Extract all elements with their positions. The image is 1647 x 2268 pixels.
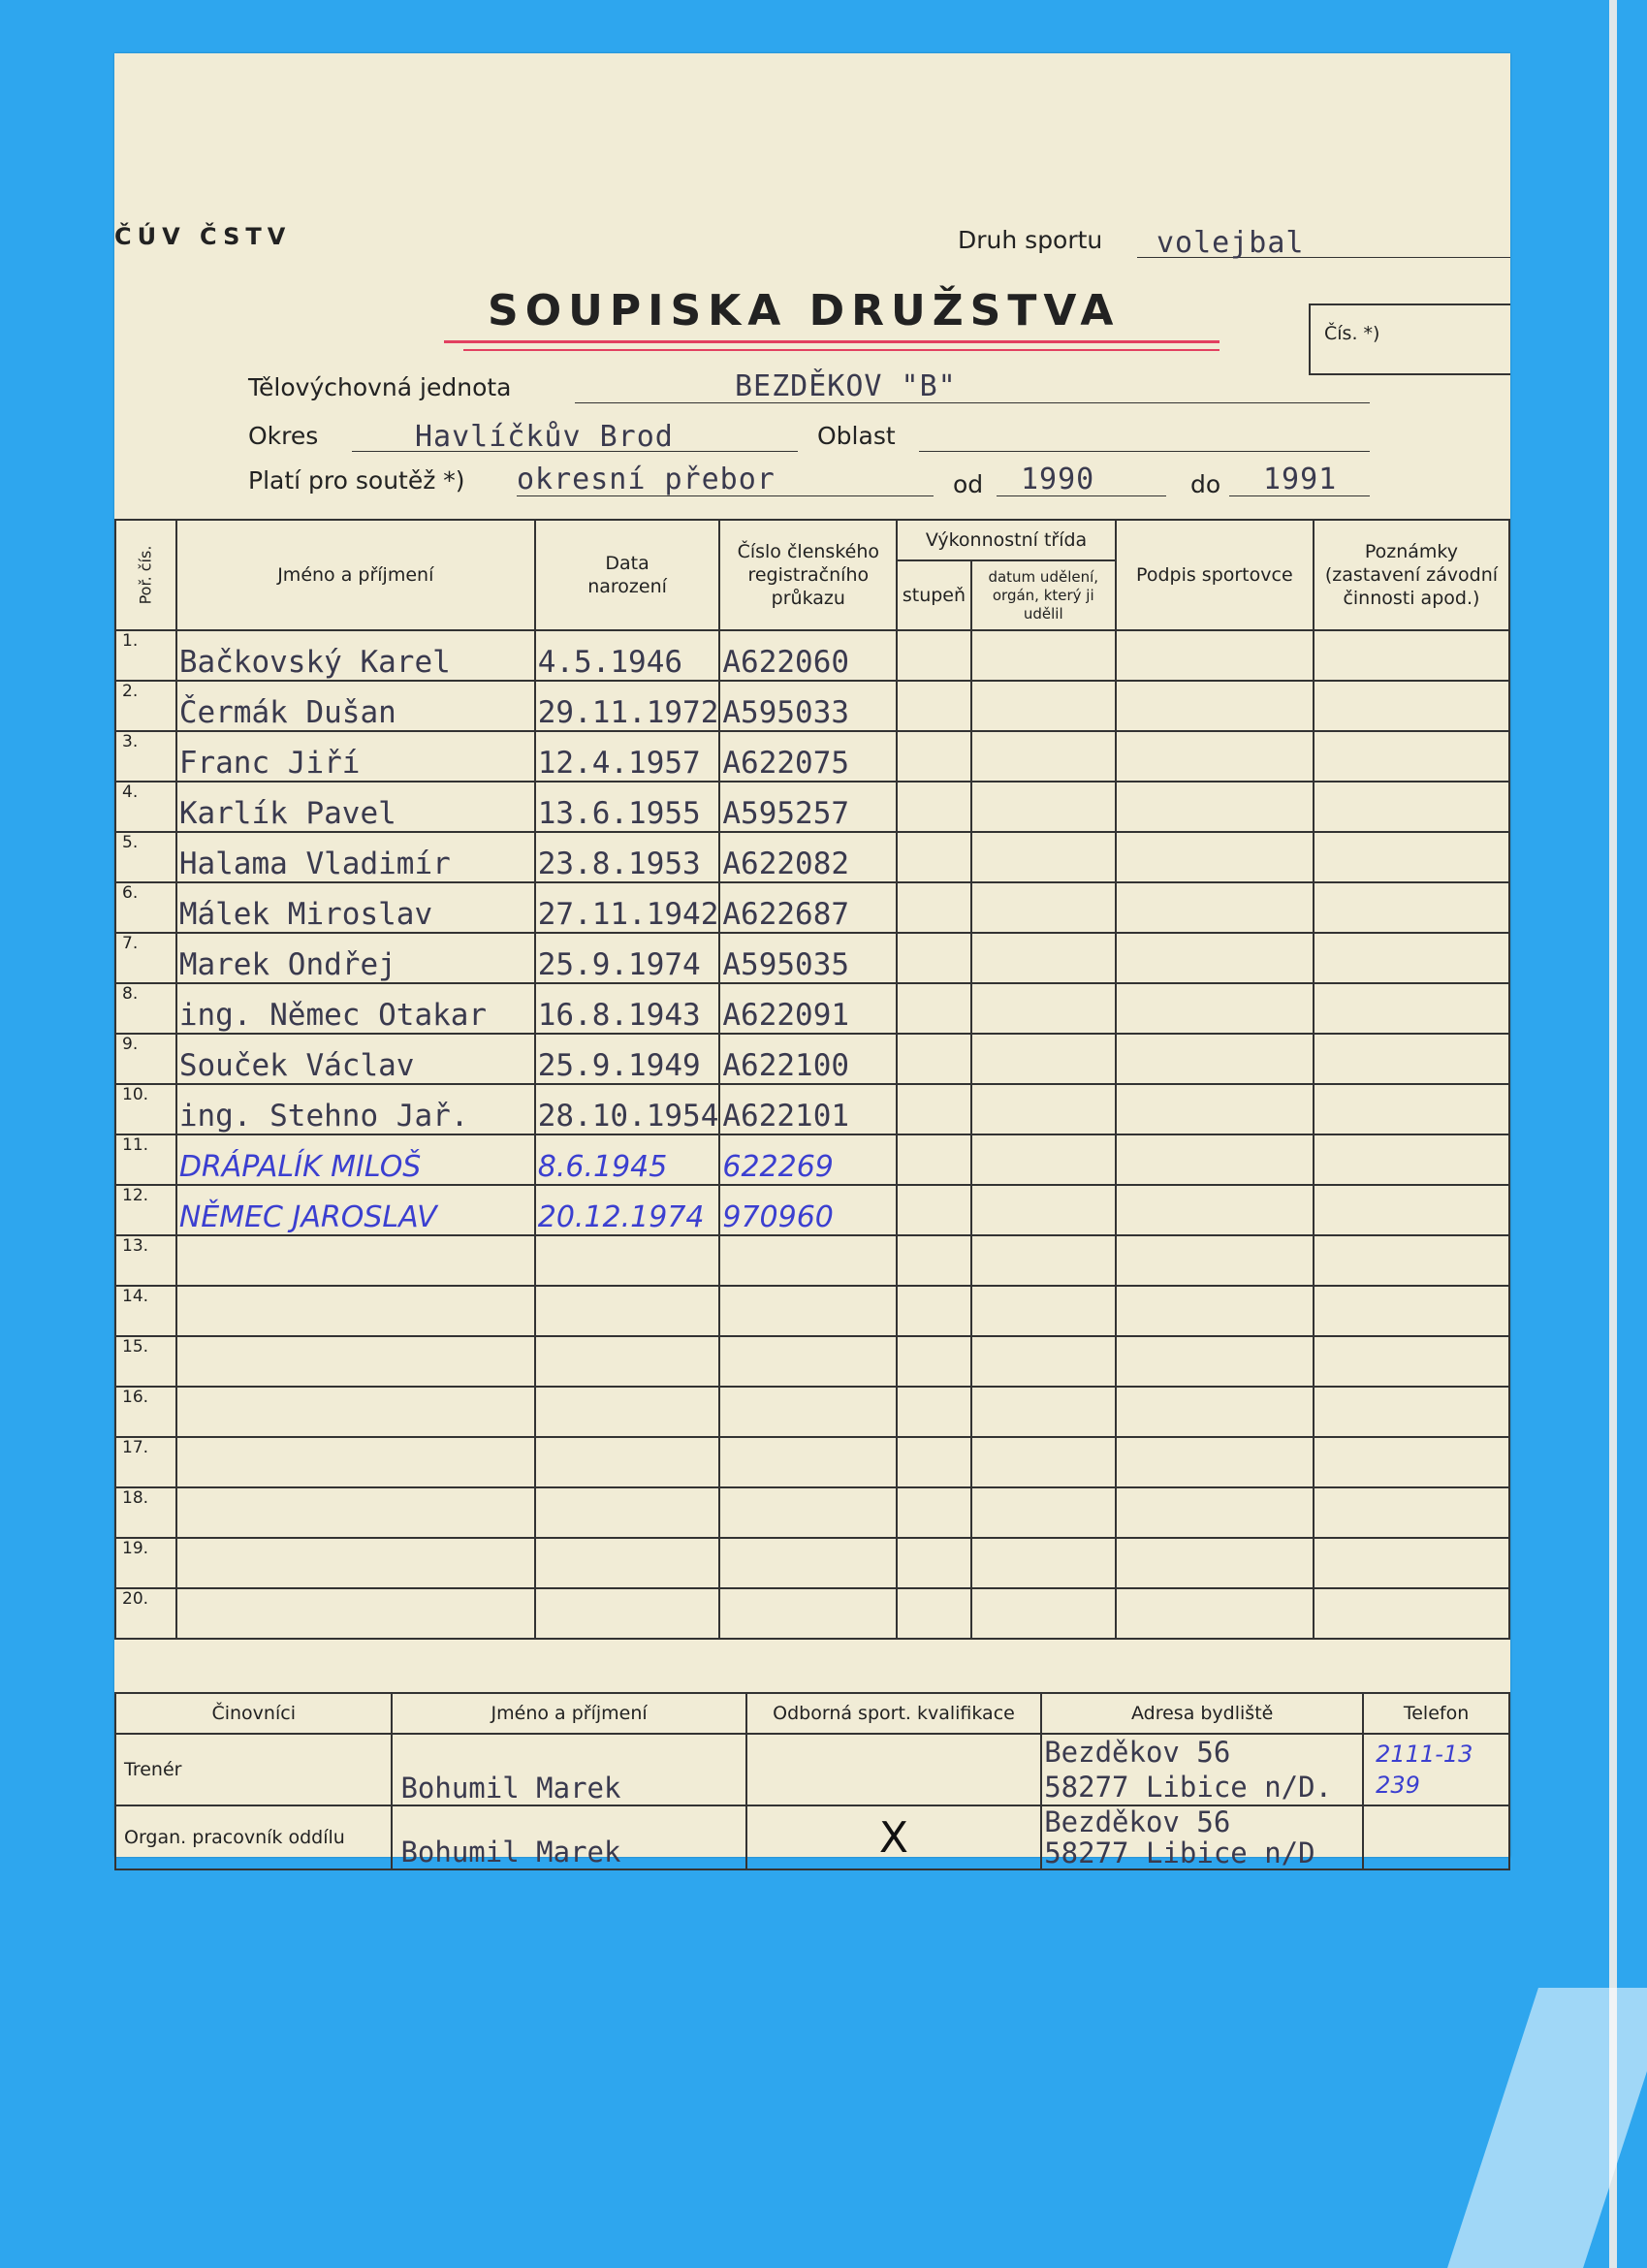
trener-phone: 2111-13 239: [1363, 1734, 1509, 1805]
signature-cell: [1116, 1286, 1314, 1336]
table-row: [115, 681, 1509, 731]
organ-phone: [1363, 1805, 1509, 1869]
table-row: [115, 882, 1509, 933]
player-name: [176, 1487, 535, 1538]
row-number: 9.: [115, 1034, 176, 1084]
registration-number: A622082: [719, 832, 897, 882]
signature-cell: [1116, 882, 1314, 933]
jednota-value: BEZDĚKOV "B": [735, 369, 957, 403]
signature-cell: [1116, 1588, 1314, 1639]
player-name: Čermák Dušan: [176, 681, 535, 731]
signature-cell: [1116, 1134, 1314, 1185]
registration-number: A622075: [719, 731, 897, 782]
birth-date: 27.11.1942: [535, 882, 720, 933]
stupen-cell: [897, 1084, 970, 1134]
row-number: 12.: [115, 1185, 176, 1235]
page-title: SOUPISKA DRUŽSTVA: [488, 286, 1121, 335]
signature-cell: [1116, 782, 1314, 832]
stupen-cell: [897, 782, 970, 832]
roster-form: [114, 53, 1510, 1869]
signature-cell: [1116, 630, 1314, 681]
datum-cell: [971, 933, 1116, 983]
registration-number: A595257: [719, 782, 897, 832]
soutez-value: okresní přebor: [517, 463, 776, 496]
stupen-cell: [897, 1336, 970, 1387]
sport-label: Druh sportu: [958, 226, 1103, 254]
player-name: DRÁPALÍK MILOŠ: [176, 1134, 535, 1185]
signature-cell: [1116, 1538, 1314, 1588]
player-name: [176, 1387, 535, 1437]
row-number: 18.: [115, 1487, 176, 1538]
note-cell: [1314, 731, 1509, 782]
registration-number: [719, 1487, 897, 1538]
stupen-cell: [897, 630, 970, 681]
birth-date: 8.6.1945: [535, 1134, 720, 1185]
player-name: Souček Václav: [176, 1034, 535, 1084]
table-row: [115, 1034, 1509, 1084]
od-label: od: [953, 470, 984, 498]
player-name: [176, 1437, 535, 1487]
datum-cell: [971, 1235, 1116, 1286]
registration-number: 622269: [719, 1134, 897, 1185]
datum-cell: [971, 630, 1116, 681]
cis-box: [1309, 303, 1510, 375]
organ-name: Bohumil Marek: [392, 1805, 745, 1869]
note-cell: [1314, 933, 1509, 983]
player-name: [176, 1336, 535, 1387]
stupen-cell: [897, 1538, 970, 1588]
col-podpis: Podpis sportovce: [1116, 520, 1314, 630]
registration-number: A622091: [719, 983, 897, 1034]
birth-date: 12.4.1957: [535, 731, 720, 782]
stupen-cell: [897, 1286, 970, 1336]
jednota-label: Tělovýchovná jednota: [248, 373, 512, 401]
table-row: [115, 630, 1509, 681]
col-adresa: Adresa bydliště: [1041, 1693, 1363, 1734]
stupen-cell: [897, 1185, 970, 1235]
registration-number: [719, 1286, 897, 1336]
row-number: 19.: [115, 1538, 176, 1588]
col-datum: datum udělení, orgán, který ji udělil: [971, 560, 1116, 630]
table-row: [115, 782, 1509, 832]
birth-date: [535, 1487, 720, 1538]
birth-date: [535, 1235, 720, 1286]
okres-label: Okres: [248, 422, 319, 450]
sport-value: volejbal: [1156, 226, 1305, 260]
table-row: [115, 933, 1509, 983]
registration-number: A595033: [719, 681, 897, 731]
registration-number: 970960: [719, 1185, 897, 1235]
registration-number: [719, 1336, 897, 1387]
note-cell: [1314, 630, 1509, 681]
datum-cell: [971, 1336, 1116, 1387]
stupen-cell: [897, 1387, 970, 1437]
datum-cell: [971, 1437, 1116, 1487]
datum-cell: [971, 681, 1116, 731]
col-off-jmeno: Jméno a příjmení: [392, 1693, 745, 1734]
row-number: 6.: [115, 882, 176, 933]
trener-name: Bohumil Marek: [392, 1734, 745, 1805]
note-cell: [1314, 1185, 1509, 1235]
registration-number: [719, 1387, 897, 1437]
row-number: 8.: [115, 983, 176, 1034]
registration-number: [719, 1437, 897, 1487]
col-stupen: stupeň: [897, 560, 970, 630]
table-row: [115, 1084, 1509, 1134]
player-name: Franc Jiří: [176, 731, 535, 782]
note-cell: [1314, 1437, 1509, 1487]
row-number: 10.: [115, 1084, 176, 1134]
player-name: ing. Stehno Jař.: [176, 1084, 535, 1134]
signature-cell: [1116, 1387, 1314, 1437]
table-row: [115, 1134, 1509, 1185]
stupen-cell: [897, 983, 970, 1034]
col-poznamky: Poznámky (zastavení závodní činnosti apod.): [1314, 520, 1509, 630]
row-number: 20.: [115, 1588, 176, 1639]
table-row: [115, 1286, 1509, 1336]
birth-date: [535, 1336, 720, 1387]
stupen-cell: [897, 933, 970, 983]
signature-cell: [1116, 1437, 1314, 1487]
stupen-cell: [897, 1487, 970, 1538]
stupen-cell: [897, 1034, 970, 1084]
table-row: [115, 1538, 1509, 1588]
row-number: 2.: [115, 681, 176, 731]
note-cell: [1314, 1387, 1509, 1437]
birth-date: [535, 1588, 720, 1639]
row-number: 14.: [115, 1286, 176, 1336]
stupen-cell: [897, 731, 970, 782]
signature-cell: [1116, 681, 1314, 731]
note-cell: [1314, 1235, 1509, 1286]
col-telefon: Telefon: [1363, 1693, 1509, 1734]
note-cell: [1314, 1034, 1509, 1084]
datum-cell: [971, 1387, 1116, 1437]
signature-cell: [1116, 1336, 1314, 1387]
row-number: 15.: [115, 1336, 176, 1387]
org-name: ČÚV ČSTV: [114, 223, 292, 250]
organ-address: Bezděkov 56 58277 Libice n/D: [1041, 1805, 1363, 1869]
datum-cell: [971, 1487, 1116, 1538]
datum-cell: [971, 1588, 1116, 1639]
signature-cell: [1116, 1185, 1314, 1235]
col-cislo: Číslo členského registračního průkazu: [719, 520, 897, 630]
birth-date: 23.8.1953: [535, 832, 720, 882]
datum-cell: [971, 1185, 1116, 1235]
datum-cell: [971, 882, 1116, 933]
player-name: ing. Němec Otakar: [176, 983, 535, 1034]
datum-cell: [971, 1538, 1116, 1588]
do-value: 1991: [1263, 463, 1338, 496]
stupen-cell: [897, 1235, 970, 1286]
officials-table: [114, 1692, 1510, 1870]
col-data: Data narození: [535, 520, 720, 630]
signature-cell: [1116, 731, 1314, 782]
datum-cell: [971, 832, 1116, 882]
signature-cell: [1116, 1235, 1314, 1286]
datum-cell: [971, 983, 1116, 1034]
registration-number: [719, 1588, 897, 1639]
row-number: 13.: [115, 1235, 176, 1286]
stupen-cell: [897, 681, 970, 731]
note-cell: [1314, 1588, 1509, 1639]
signature-cell: [1116, 933, 1314, 983]
organ-label: Organ. pracovník oddílu: [115, 1805, 392, 1869]
note-cell: [1314, 1538, 1509, 1588]
signature-cell: [1116, 1084, 1314, 1134]
table-row: [115, 1588, 1509, 1639]
table-row: [115, 1185, 1509, 1235]
note-cell: [1314, 681, 1509, 731]
okres-value: Havlíčkův Brod: [415, 420, 674, 454]
row-number: 17.: [115, 1437, 176, 1487]
registration-number: A622060: [719, 630, 897, 681]
col-cinovnici: Činovníci: [115, 1693, 392, 1734]
row-number: 5.: [115, 832, 176, 882]
note-cell: [1314, 1134, 1509, 1185]
registration-number: A622687: [719, 882, 897, 933]
birth-date: [535, 1286, 720, 1336]
birth-date: [535, 1387, 720, 1437]
datum-cell: [971, 1084, 1116, 1134]
signature-cell: [1116, 983, 1314, 1034]
table-row: [115, 731, 1509, 782]
datum-cell: [971, 1286, 1116, 1336]
player-name: Halama Vladimír: [176, 832, 535, 882]
organ-mark: X: [746, 1805, 1041, 1869]
do-label: do: [1190, 470, 1221, 498]
signature-cell: [1116, 1034, 1314, 1084]
registration-number: [719, 1235, 897, 1286]
od-value: 1990: [1021, 463, 1095, 496]
row-number: 7.: [115, 933, 176, 983]
player-name: Marek Ondřej: [176, 933, 535, 983]
registration-number: A622100: [719, 1034, 897, 1084]
trener-address: Bezděkov 56 58277 Libice n/D.: [1041, 1734, 1363, 1805]
table-row: [115, 1437, 1509, 1487]
registration-number: A622101: [719, 1084, 897, 1134]
player-name: Málek Miroslav: [176, 882, 535, 933]
row-number: 3.: [115, 731, 176, 782]
birth-date: [535, 1538, 720, 1588]
trener-label: Trenér: [115, 1734, 392, 1805]
note-cell: [1314, 1487, 1509, 1538]
note-cell: [1314, 1286, 1509, 1336]
birth-date: 28.10.1954: [535, 1084, 720, 1134]
player-name: [176, 1538, 535, 1588]
soutez-label: Platí pro soutěž *): [248, 466, 465, 495]
note-cell: [1314, 782, 1509, 832]
birth-date: 13.6.1955: [535, 782, 720, 832]
col-kvalifikace: Odborná sport. kvalifikace: [746, 1693, 1041, 1734]
col-jmeno: Jméno a příjmení: [176, 520, 535, 630]
datum-cell: [971, 1034, 1116, 1084]
trener-kvalifikace: [746, 1734, 1041, 1805]
birth-date: 29.11.1972: [535, 681, 720, 731]
birth-date: 16.8.1943: [535, 983, 720, 1034]
birth-date: 25.9.1974: [535, 933, 720, 983]
table-row: [115, 1387, 1509, 1437]
datum-cell: [971, 782, 1116, 832]
signature-cell: [1116, 832, 1314, 882]
row-number: 1.: [115, 630, 176, 681]
birth-date: 20.12.1974: [535, 1185, 720, 1235]
table-row: [115, 983, 1509, 1034]
note-cell: [1314, 882, 1509, 933]
table-row: [115, 1336, 1509, 1387]
note-cell: [1314, 983, 1509, 1034]
row-number: 16.: [115, 1387, 176, 1437]
stupen-cell: [897, 1588, 970, 1639]
player-name: [176, 1286, 535, 1336]
table-row: [115, 1235, 1509, 1286]
stupen-cell: [897, 832, 970, 882]
birth-date: [535, 1437, 720, 1487]
note-cell: [1314, 1336, 1509, 1387]
registration-number: A595035: [719, 933, 897, 983]
player-name: Karlík Pavel: [176, 782, 535, 832]
col-vykon: Výkonnostní třída: [897, 520, 1116, 560]
stupen-cell: [897, 1437, 970, 1487]
row-number: 11.: [115, 1134, 176, 1185]
roster-table: [114, 519, 1510, 1640]
row-number: 4.: [115, 782, 176, 832]
cis-label: Čís. *): [1324, 323, 1380, 344]
signature-cell: [1116, 1487, 1314, 1538]
stupen-cell: [897, 1134, 970, 1185]
datum-cell: [971, 1134, 1116, 1185]
player-name: Bačkovský Karel: [176, 630, 535, 681]
player-name: NĚMEC JAROSLAV: [176, 1185, 535, 1235]
stupen-cell: [897, 882, 970, 933]
col-por: Poř. čís.: [115, 520, 176, 630]
table-row: [115, 832, 1509, 882]
datum-cell: [971, 731, 1116, 782]
birth-date: 25.9.1949: [535, 1034, 720, 1084]
note-cell: [1314, 832, 1509, 882]
note-cell: [1314, 1084, 1509, 1134]
table-row: [115, 1487, 1509, 1538]
player-name: [176, 1588, 535, 1639]
player-name: [176, 1235, 535, 1286]
registration-number: [719, 1538, 897, 1588]
birth-date: 4.5.1946: [535, 630, 720, 681]
oblast-label: Oblast: [817, 422, 896, 450]
